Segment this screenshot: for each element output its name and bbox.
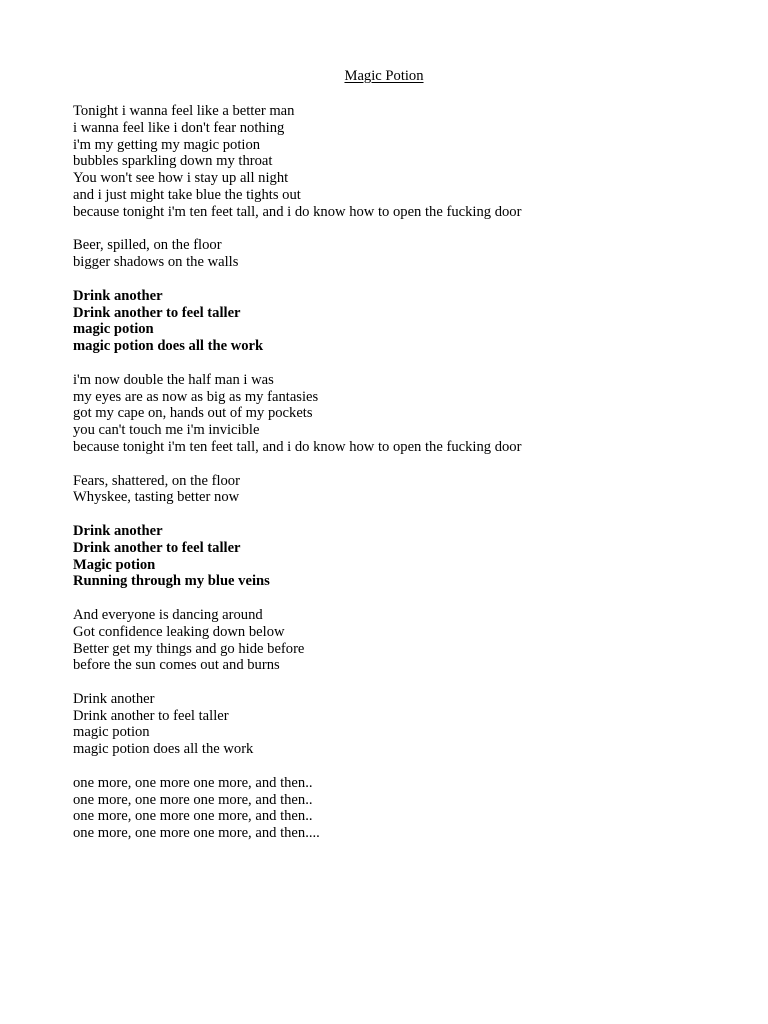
lyric-line: Drink another <box>73 287 163 304</box>
lyric-line: one more, one more one more, and then.. <box>73 774 313 791</box>
verse-stanza <box>73 607 713 674</box>
verse-stanza <box>73 372 713 456</box>
lyric-line: Got confidence leaking down below <box>73 623 285 640</box>
lyric-line: Tonight i wanna feel like a better man <box>73 103 295 119</box>
document-title: Magic Potion <box>344 68 424 84</box>
lyric-line: before the sun comes out and burns <box>73 657 280 674</box>
chorus-stanza <box>73 523 713 590</box>
lyric-line: i'm my getting my magic potion <box>73 136 261 153</box>
lyric-line: i'm now double the half man i was <box>73 371 274 388</box>
chorus-stanza <box>73 288 713 355</box>
lyric-line: Running through my blue veins <box>73 573 270 590</box>
lyric-line: you can't touch me i'm invicible <box>73 422 260 439</box>
verse-stanza <box>73 775 713 842</box>
verse-stanza <box>73 103 713 221</box>
verse-stanza <box>73 691 713 758</box>
lyric-line: got my cape on, hands out of my pockets <box>73 405 313 422</box>
lyric-line: Drink another <box>73 522 163 539</box>
lyric-line: because tonight i'm ten feet tall, and i do know how to open the fucking door <box>73 203 522 220</box>
lyric-line: magic potion <box>73 724 150 741</box>
lyric-line: my eyes are as now as big as my fantasies <box>73 388 319 405</box>
lyric-line: magic potion does all the work <box>73 741 254 758</box>
verse-stanza <box>73 473 713 507</box>
lyric-line: And everyone is dancing around <box>73 606 263 623</box>
lyric-line: because tonight i'm ten feet tall, and i do know how to open the fucking door <box>73 438 522 455</box>
lyric-line: one more, one more one more, and then.. <box>73 808 313 825</box>
verse-stanza <box>73 237 713 271</box>
lyric-line: Drink another to feel taller <box>73 539 241 556</box>
lyric-line: bubbles sparkling down my throat <box>73 153 273 170</box>
lyric-line: Drink another <box>73 690 155 707</box>
lyric-line: one more, one more one more, and then.... <box>73 825 320 842</box>
lyrics-body <box>73 103 713 859</box>
lyric-line: magic potion does all the work <box>73 338 264 355</box>
lyric-line: bigger shadows on the walls <box>73 254 239 271</box>
lyric-line: You won't see how i stay up all night <box>73 170 289 187</box>
lyric-line: one more, one more one more, and then.. <box>73 791 313 808</box>
lyric-line: Whyskee, tasting better now <box>73 489 240 506</box>
lyric-line: Better get my things and go hide before <box>73 640 305 657</box>
lyric-line: and i just might take blue the tights out <box>73 186 301 203</box>
lyric-line: i wanna feel like i don't fear nothing <box>73 119 285 136</box>
lyric-line: Fears, shattered, on the floor <box>73 472 240 489</box>
lyric-line: magic potion <box>73 321 154 338</box>
lyric-line: Beer, spilled, on the floor <box>73 237 222 254</box>
lyric-line: Drink another to feel taller <box>73 707 229 724</box>
lyric-line: Drink another to feel taller <box>73 304 241 321</box>
lyric-line: Magic potion <box>73 556 156 573</box>
